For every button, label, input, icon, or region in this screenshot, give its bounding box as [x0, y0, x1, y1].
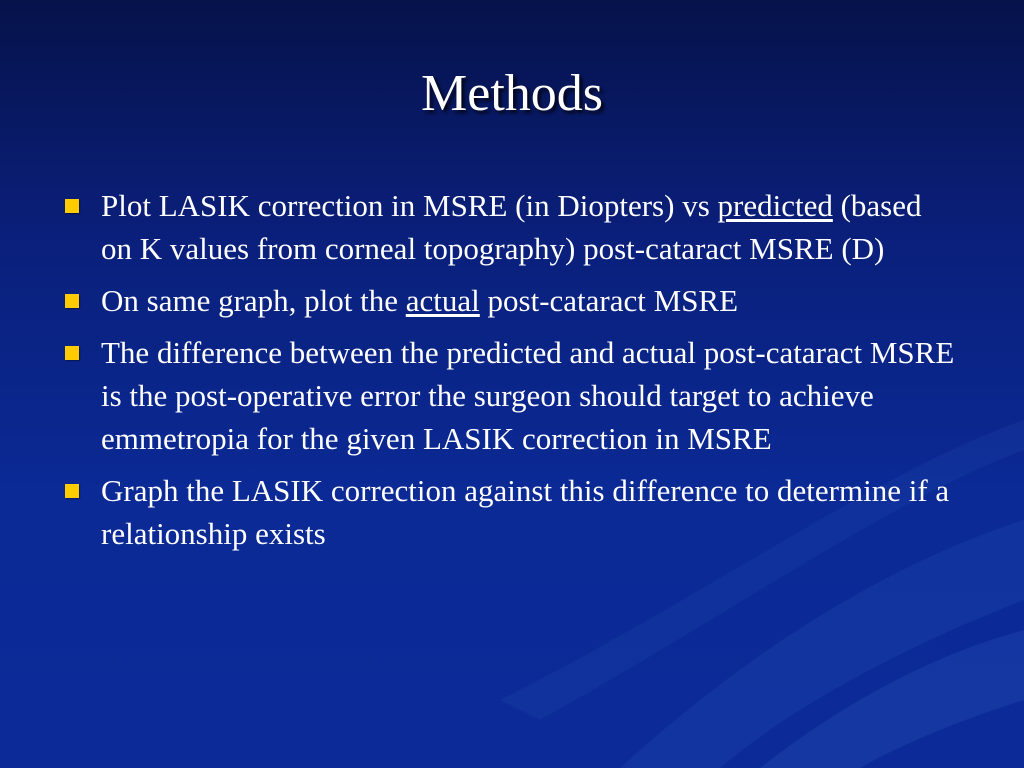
bullet-text-segment: post-cataract MSRE — [479, 283, 739, 318]
square-bullet-icon — [65, 346, 79, 360]
bullet-item — [60, 331, 960, 460]
bullet-list — [60, 184, 960, 564]
square-bullet-icon — [65, 199, 79, 213]
square-bullet-icon — [65, 484, 79, 498]
bullet-item — [60, 469, 960, 555]
slide-title: Methods — [421, 65, 603, 122]
bullet-text: The difference between the predicted and actual post-cataract MSRE is the post-operative error the surgeon should target to achieve emmetropia for the given LASIK correction in MSRE — [101, 335, 955, 456]
bullet-item — [60, 279, 960, 322]
bullet-text: Graph the LASIK correction against this difference to determine if a relationship exists — [101, 473, 950, 551]
square-bullet-icon — [65, 294, 79, 308]
bullet-text-segment: On same graph, plot the — [101, 283, 406, 318]
bullet-text-segment: Plot LASIK correction in MSRE (in Diopters) vs — [101, 188, 718, 223]
underlined-word-predicted: predicted — [717, 188, 833, 223]
bullet-text-segment: (based on K values from corneal topography) post-cataract MSRE (D) — [101, 188, 922, 266]
bullet-item — [60, 184, 960, 270]
underlined-word-actual: actual — [405, 283, 480, 318]
